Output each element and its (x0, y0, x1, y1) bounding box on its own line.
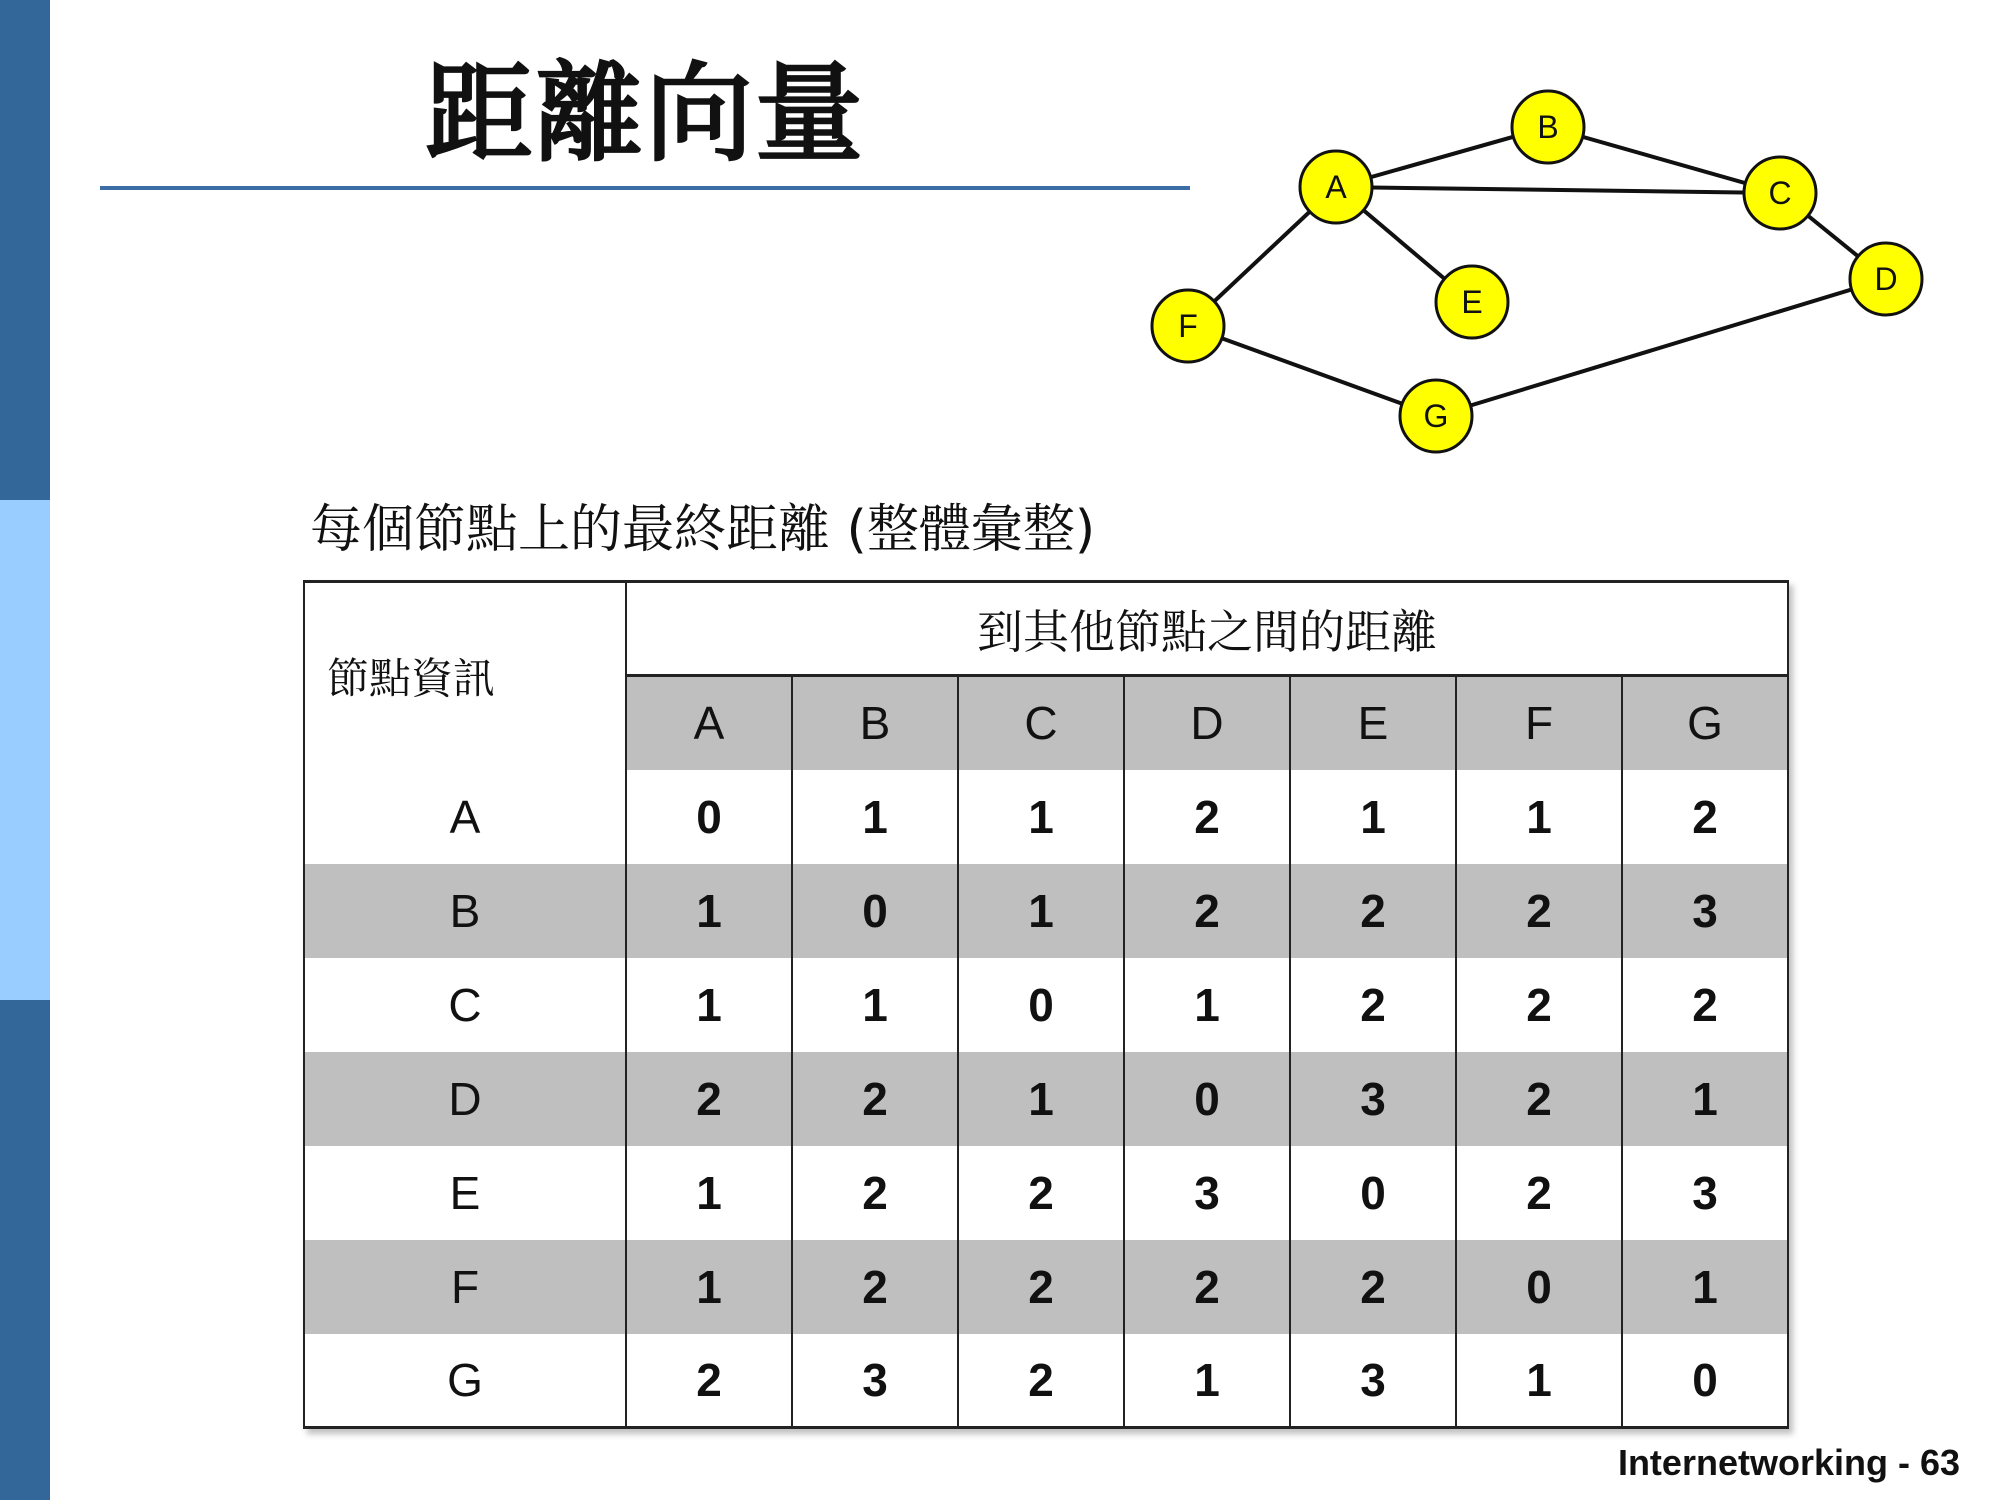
graph-node-b (1512, 91, 1584, 163)
distance-cell: 1 (626, 864, 792, 958)
table-row (304, 1240, 1788, 1334)
distance-cell: 1 (792, 958, 958, 1052)
column-header-e: E (1290, 676, 1456, 770)
distance-cell: 0 (792, 864, 958, 958)
distance-cell: 2 (792, 1146, 958, 1240)
row-label-d: D (304, 1052, 626, 1146)
distance-cell: 2 (1622, 770, 1788, 864)
distance-cell: 1 (1622, 1240, 1788, 1334)
table-row (304, 864, 1788, 958)
table-row (304, 1334, 1788, 1428)
distance-cell: 2 (792, 1052, 958, 1146)
graph-node-c (1744, 157, 1816, 229)
column-header-g: G (1622, 676, 1788, 770)
graph-node-a (1300, 151, 1372, 223)
graph-node-d (1850, 243, 1922, 315)
row-label-e: E (304, 1146, 626, 1240)
distance-cell: 1 (1124, 1334, 1290, 1428)
graph-node-f (1152, 290, 1224, 362)
edge-a-c (1336, 187, 1780, 193)
distance-cell: 1 (792, 770, 958, 864)
distance-cell: 3 (1290, 1334, 1456, 1428)
distance-cell: 2 (958, 1146, 1124, 1240)
edge-f-g (1188, 326, 1436, 416)
graph-node-g (1400, 380, 1472, 452)
row-label-f: F (304, 1240, 626, 1334)
distance-cell: 1 (1456, 1334, 1622, 1428)
distance-cell: 2 (626, 1052, 792, 1146)
distance-cell: 3 (1622, 1146, 1788, 1240)
distance-cell: 0 (1456, 1240, 1622, 1334)
row-label-g: G (304, 1334, 626, 1428)
column-header-a: A (626, 676, 792, 770)
distance-cell: 3 (792, 1334, 958, 1428)
row-label-c: C (304, 958, 626, 1052)
column-header-b: B (792, 676, 958, 770)
table-row (304, 958, 1788, 1052)
distance-cell: 2 (1124, 864, 1290, 958)
distance-cell: 2 (1456, 958, 1622, 1052)
distance-cell: 2 (1622, 958, 1788, 1052)
slide-footer: Internetworking - 63 (1617, 1442, 1960, 1483)
group-header: 到其他節點之間的距離 (626, 582, 1788, 676)
distance-cell: 2 (1124, 770, 1290, 864)
row-label-b: B (304, 864, 626, 958)
distance-cell: 1 (626, 1240, 792, 1334)
distance-cell: 0 (626, 770, 792, 864)
distance-cell: 1 (626, 958, 792, 1052)
node-label: E (1461, 284, 1483, 320)
sidebar-segment-bottom (0, 1000, 50, 1500)
distance-cell: 1 (1290, 770, 1456, 864)
distance-cell: 3 (1124, 1146, 1290, 1240)
distance-cell: 2 (1456, 1146, 1622, 1240)
distance-cell: 1 (958, 1052, 1124, 1146)
column-header-d: D (1124, 676, 1290, 770)
column-header-c: C (958, 676, 1124, 770)
node-label: B (1537, 109, 1559, 145)
distance-cell: 0 (958, 958, 1124, 1052)
sidebar-decoration (0, 0, 50, 1500)
node-label: D (1874, 261, 1898, 297)
corner-header: 節點資訊 (304, 582, 626, 770)
distance-cell: 1 (958, 864, 1124, 958)
distance-cell: 0 (1622, 1334, 1788, 1428)
distance-cell: 3 (1290, 1052, 1456, 1146)
distance-cell: 1 (1622, 1052, 1788, 1146)
distance-cell: 1 (958, 770, 1124, 864)
distance-cell: 0 (1124, 1052, 1290, 1146)
distance-cell: 2 (1290, 1240, 1456, 1334)
graph-nodes (1152, 91, 1922, 452)
distance-cell: 3 (1622, 864, 1788, 958)
distance-table (303, 580, 1789, 1429)
column-header-f: F (1456, 676, 1622, 770)
distance-cell: 2 (958, 1240, 1124, 1334)
distance-cell: 2 (1456, 864, 1622, 958)
distance-cell: 2 (792, 1240, 958, 1334)
distance-cell: 1 (1124, 958, 1290, 1052)
sidebar-segment-top (0, 0, 50, 500)
title-underline (100, 186, 1190, 190)
graph-node-e (1436, 266, 1508, 338)
table-caption: 每個節點上的最終距離 (整體彙整) (310, 500, 1096, 560)
distance-cell: 2 (626, 1334, 792, 1428)
sidebar-segment-middle (0, 500, 50, 1000)
table-row (304, 770, 1788, 864)
distance-cell: 2 (1290, 864, 1456, 958)
table-row (304, 1052, 1788, 1146)
node-label: C (1768, 175, 1792, 211)
node-label: F (1178, 308, 1198, 344)
row-label-a: A (304, 770, 626, 864)
distance-cell: 2 (1290, 958, 1456, 1052)
distance-cell: 0 (1290, 1146, 1456, 1240)
distance-cell: 2 (1456, 1052, 1622, 1146)
distance-cell: 2 (958, 1334, 1124, 1428)
table-row (304, 1146, 1788, 1240)
slide-title: 距離向量 (424, 52, 865, 177)
table-header-row (304, 582, 1788, 676)
node-label: G (1423, 398, 1449, 434)
node-label: A (1325, 169, 1347, 205)
distance-cell: 2 (1124, 1240, 1290, 1334)
network-graph (1150, 80, 1950, 470)
distance-cell: 1 (1456, 770, 1622, 864)
distance-cell: 1 (626, 1146, 792, 1240)
